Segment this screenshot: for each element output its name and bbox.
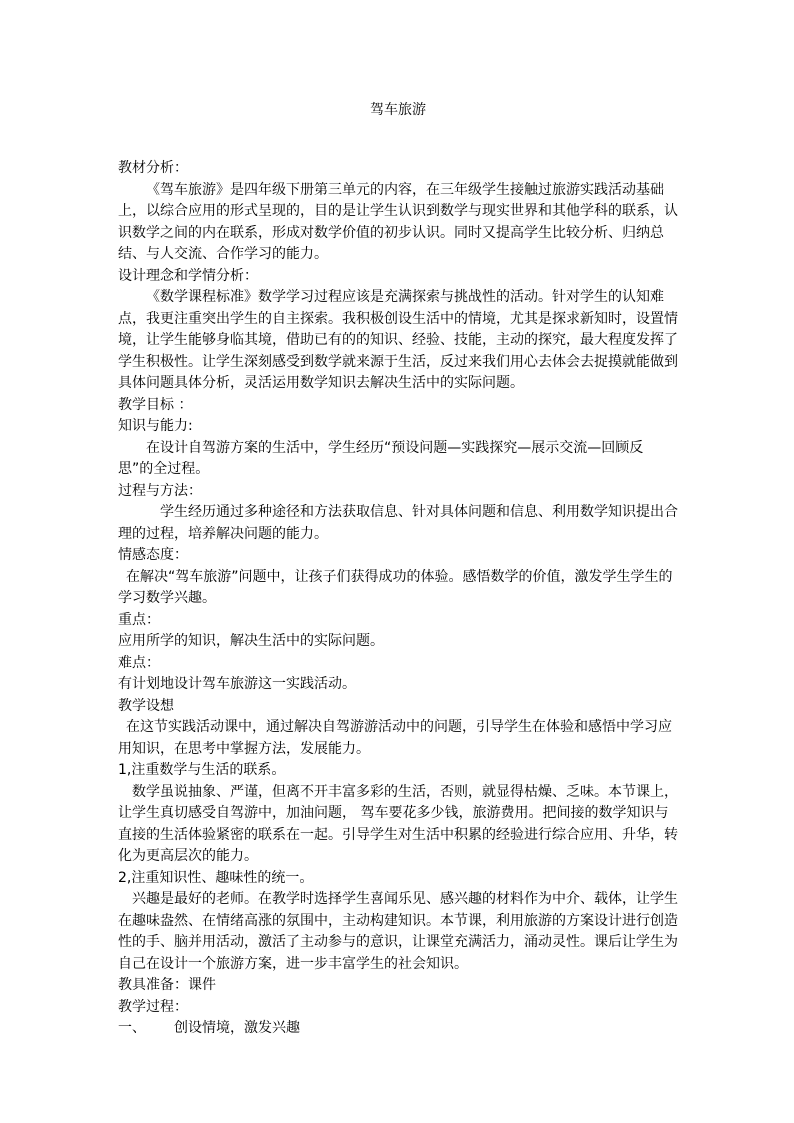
point-1-paragraph: 数学虽说抽象、严谨，但离不开丰富多彩的生活，否则，就显得枯燥、乏味。本节课上，让学生真切感受自驾游中，加油问题， 驾车要花多少钱，旅游费用。把间接的数学知识与直接的生活体验紧密的联系在一起。引导学生对生活中积累的经验进行综合应用、升华，转化为更高层次的能力。 (118, 783, 678, 864)
process-method-heading: 过程与方法： (118, 482, 202, 499)
knowledge-ability-heading: 知识与能力: (118, 418, 193, 434)
knowledge-ability-paragraph: 在设计自驾游方案的生活中，学生经历“预设问题—实践探究—展示交流—回顾反思”的全过程。 (118, 439, 644, 477)
textbook-analysis-paragraph: 《驾车旅游》是四年级下册第三单元的内容，在三年级学生接触过旅游实践活动基础上，以综合应用的形式呈现的，目的是让学生认识到数学与现实世界和其他学科的联系，认识数学之间的内在联系，形成对数学价值的初步认识。同时又提高学生比较分析、归纳总结、与人交流、合作学习的能力。 (118, 181, 678, 262)
emotion-attitude-heading: 情感态度： (118, 547, 188, 563)
difficulty-heading: 难点： (118, 654, 160, 671)
teaching-idea-heading: 教学设想 (118, 697, 174, 714)
difficulty-text: 有计划地设计驾车旅游这一实践活动。 (118, 676, 356, 692)
process-method-paragraph: 学生经历通过多种途径和方法获取信息、针对具体问题和信息、利用数学知识提出合理的过程，培养解决问题的能力。 (118, 504, 678, 542)
emotion-attitude-paragraph: 在解决“驾车旅游”问题中，让孩子们获得成功的体验。感悟数学的价值，激发学生学生的学习数学兴趣。 (118, 568, 673, 606)
step-1-number: 一、 (118, 1020, 146, 1036)
teaching-procedure-heading: 教学过程： (118, 998, 188, 1015)
point-2-paragraph: 兴趣是最好的老师。在教学时选择学生喜闻乐见、感兴趣的材料作为中介、载体，让学生在趣味盎然、在情绪高涨的氛围中，主动构建知识。本节课，利用旅游的方案设计进行创造性的手、脑并用活动，激活了主动参与的意识，让课堂充满活力，涌动灵性。课后让学生为自己在设计一个旅游方案，进一步丰富学生的社会知识。 (118, 891, 678, 972)
teaching-idea-paragraph: 在这节实践活动课中，通过解决自驾游游活动中的问题，引导学生在体验和感悟中学习应用知识，在思考中掌握方法，发展能力。 (118, 719, 672, 757)
point-1-heading: 1,注重数学与生活的联系。 (118, 762, 286, 778)
textbook-analysis-heading: 教材分析： (118, 160, 188, 176)
teaching-goals-heading: 教学目标 ： (118, 396, 193, 413)
key-point-heading: 重点： (118, 611, 160, 628)
design-concept-paragraph: 《数学课程标准》数学学习过程应该是充满探索与挑战性的活动。针对学生的认知难点，我更注重突出学生的自主探索。我积极创设生活中的情境，尤其是探求新知时，设置情境，让学生能够身临其境，借助已有的的知识、经验、技能，主动的探究，最大程度发挥了学生积极性。让学生深刻感受到数学就来源于生活，反过来我们用心去体会去捉摸就能做到具体问题具体分析，灵活运用数学知识去解决生活中的实际问题。 (118, 289, 678, 391)
key-point-text: 应用所学的知识，解决生活中的实际问题。 (118, 633, 384, 649)
procedure-step-1 (118, 1018, 678, 1040)
design-concept-heading: 设计理念和学情分析： (118, 267, 258, 284)
teaching-aids-line: 教具准备：课件 (118, 977, 216, 993)
step-1-text: 创设情境，激发兴趣 (174, 1020, 300, 1036)
document-body (118, 158, 678, 1040)
document-title: 驾车旅游 (370, 102, 426, 118)
point-2-heading: 2,注重知识性、趣味性的统一。 (118, 869, 314, 886)
